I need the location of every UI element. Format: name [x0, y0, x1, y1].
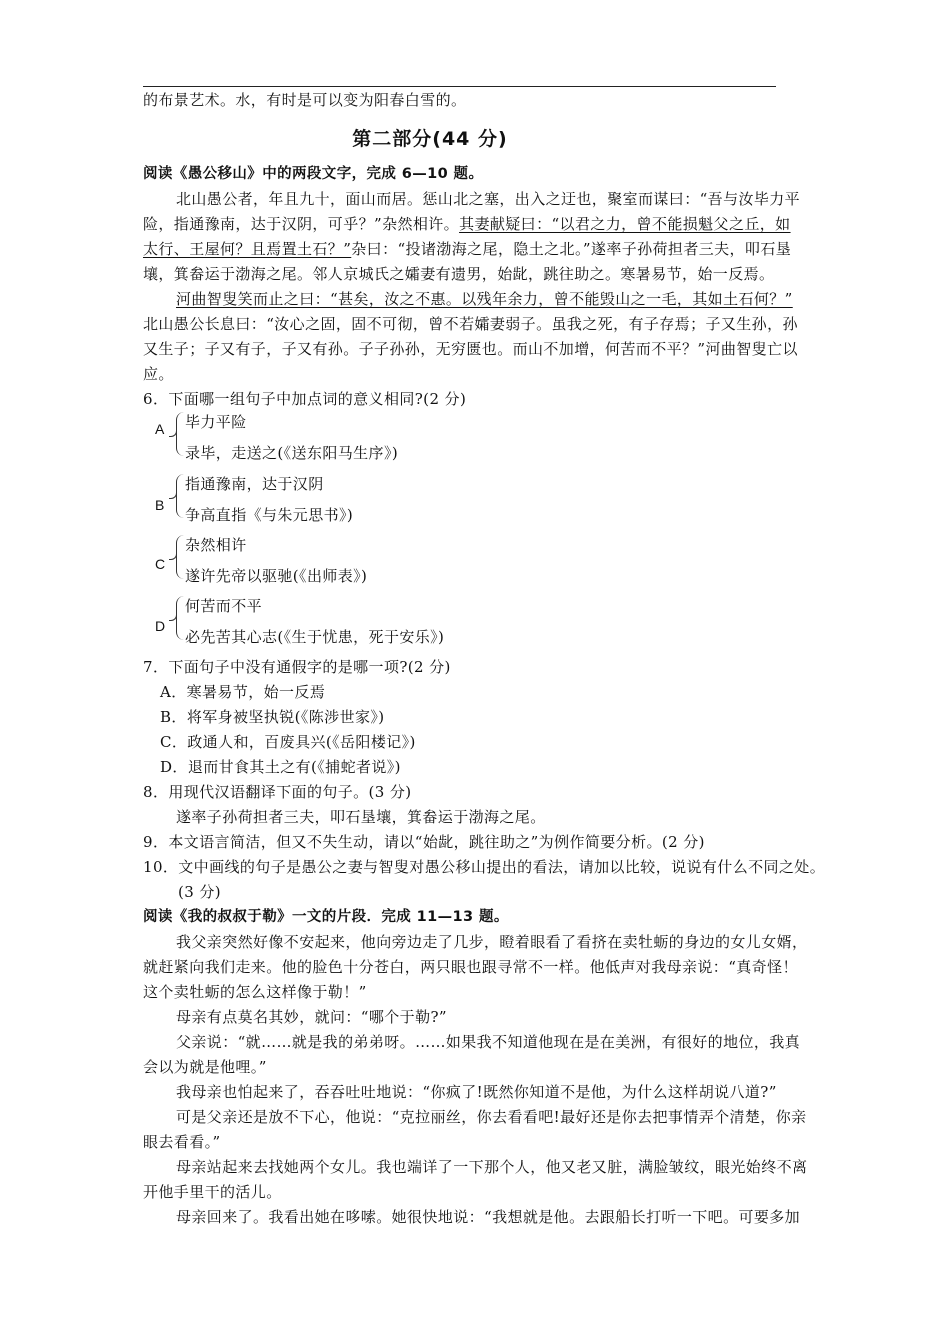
- underlined-sentence: 其妻献疑曰：“以君之力，曾不能损魁父之丘，如: [459, 215, 791, 233]
- q6-option-b-line1: 指通豫南，达于汉阴: [185, 475, 324, 493]
- q6-option-b-line2: 争高直指《与朱元思书》): [185, 506, 354, 524]
- underlined-sentence: 河曲智叟笑而止之曰：“甚矣，汝之不惠。以残年余力，曾不能毁山之一毛，其如土石何？”: [176, 290, 793, 308]
- passage1-line: 壤，箕畚运于渤海之尾。邻人京城氏之孀妻有遗男，始龀，跳往助之。寒暑易节，始一反焉。: [143, 265, 775, 283]
- reading2-heading: 阅读《我的叔叔于勒》一文的片段．完成 11—13 题。: [143, 909, 509, 925]
- story-line: 母亲有点莫名其妙，就问：“哪个于勒?”: [176, 1008, 447, 1026]
- question-8-stem: 8．用现代汉语翻译下面的句子。(3 分): [143, 783, 412, 801]
- underlined-sentence: 太行、王屋何？且焉置土石？”: [143, 240, 352, 258]
- story-line: 我父亲突然好像不安起来，他向旁边走了几步，瞪着眼看了看挤在卖牡蛎的身边的女儿女婿，: [176, 933, 808, 951]
- question-10-line1: 10．文中画线的句子是愚公之妻与智叟对愚公移山提出的看法，请加以比较，说说有什么不同之处。: [143, 858, 826, 876]
- passage2-line: 又生子；子又有子，子又有孙。子子孙孙，无穷匮也。而山不加增，何苦而不平？”河曲智叟亡以: [143, 340, 798, 358]
- section-title: 第二部分(44 分): [352, 128, 508, 150]
- q7-option: D．退而甘食其土之有(《捕蛇者说》): [160, 758, 401, 776]
- q6-option-d-line2: 必先苦其心志(《生于忧患，死于安乐》): [185, 628, 445, 646]
- question-6-stem: 6．下面哪一组句子中加点词的意义相同?(2 分): [143, 390, 467, 408]
- story-line: 可是父亲还是放不下心，他说：“克拉丽丝，你去看看吧!最好还是你去把事情弄个清楚，你亲: [176, 1108, 807, 1126]
- q6-option-letter: C: [155, 556, 166, 572]
- question-9: 9．本文语言简洁，但又不失生动，请以“始龀，跳往助之”为例作简要分析。(2 分): [143, 833, 705, 851]
- q6-option-c-line2: 遂许先帝以驱驰(《出师表》): [185, 567, 368, 585]
- q6-option-letter: B: [155, 497, 165, 513]
- q7-option: A．寒暑易节，始一反焉: [160, 683, 326, 701]
- q8-sentence: 遂率子孙荷担者三夫，叩石垦壤，箕畚运于渤海之尾。: [176, 808, 546, 826]
- story-line: 眼去看看。”: [143, 1133, 221, 1151]
- passage1-line: [143, 239, 863, 259]
- q6-option-c-line1: 杂然相许: [185, 536, 247, 554]
- passage2-line: 北山愚公长息曰：“汝心之固，固不可彻，曾不若孀妻弱子。虽我之死，有子存焉；子又生孙，孙: [143, 315, 798, 333]
- question-7-stem: 7．下面句子中没有通假字的是哪一项?(2 分): [143, 658, 451, 676]
- question-10-line2: (3 分): [178, 883, 222, 901]
- story-line: 我母亲也怕起来了，吞吞吐吐地说：“你疯了!既然你知道不是他，为什么这样胡说八道?”: [176, 1083, 777, 1101]
- passage-text: 险，指通豫南，达于汉阴，可乎？”杂然相许。: [143, 215, 460, 233]
- story-line: 这个卖牡蛎的怎么这样像于勒！”: [143, 983, 367, 1001]
- header-rule: [143, 86, 776, 87]
- passage-text: 杂曰：“投诸渤海之尾，隐土之北。”遂率子孙荷担者三夫，叩石垦: [351, 240, 792, 258]
- q6-option-d-line1: 何苦而不平: [185, 597, 263, 615]
- carryover-line: 的布景艺术。水，有时是可以变为阳春白雪的。: [143, 91, 467, 109]
- q6-option-a-line2: 录毕，走送之(《送东阳马生序》): [185, 444, 399, 462]
- passage2-line: 应。: [143, 365, 174, 383]
- q7-option: C．政通人和，百废具兴(《岳阳楼记》): [160, 733, 416, 751]
- q7-option: B．将军身被坚执锐(《陈涉世家》): [160, 708, 385, 726]
- q6-option-letter: A: [155, 421, 165, 437]
- reading1-heading: 阅读《愚公移山》中的两段文字，完成 6—10 题。: [143, 166, 484, 182]
- story-line: 就赶紧向我们走来。他的脸色十分苍白，两只眼也跟寻常不一样。他低声对我母亲说：“真奇怪！: [143, 958, 798, 976]
- story-line: 会以为就是他哩。”: [143, 1058, 267, 1076]
- story-line: 母亲站起来去找她两个女儿。我也端详了一下那个人，他又老又脏，满脸皱纹，眼光始终不离: [176, 1158, 808, 1176]
- passage1-line: [143, 214, 863, 234]
- q6-option-letter: D: [155, 618, 166, 634]
- passage1-line: 北山愚公者，年且九十，面山而居。惩山北之塞，出入之迂也，聚室而谋曰：“吾与汝毕力平: [176, 190, 801, 208]
- q6-option-a-line1: 毕力平险: [185, 413, 247, 431]
- story-line: 母亲回来了。我看出她在哆嗦。她很快地说：“我想就是他。去跟船长打听一下吧。可要多加: [176, 1208, 801, 1226]
- story-line: 父亲说：“就……就是我的弟弟呀。……如果我不知道他现在是在美洲，有很好的地位，我真: [176, 1033, 801, 1051]
- story-line: 开他手里干的活儿。: [143, 1183, 282, 1201]
